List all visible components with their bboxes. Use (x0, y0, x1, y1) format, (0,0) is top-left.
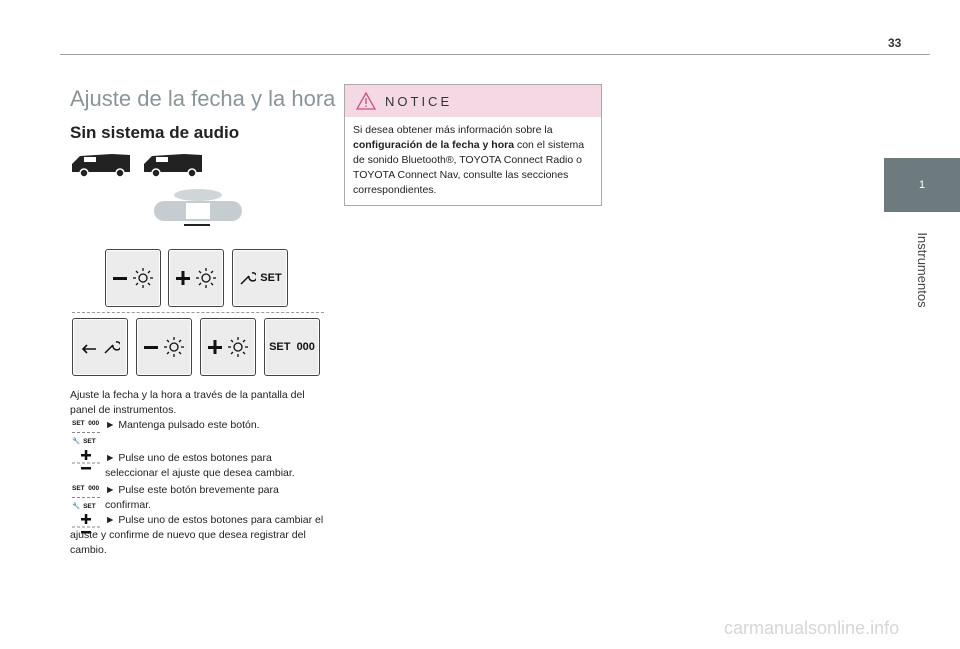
wrench-icon: 🔧 (72, 503, 81, 510)
section-title: Sin sistema de audio (70, 123, 240, 142)
minus-brightness-icon (142, 335, 186, 359)
set-000-label: SET 000 (269, 341, 315, 353)
page-title: Ajuste de la fecha y la hora (70, 86, 336, 111)
separator-dashed (72, 312, 324, 313)
back-arrow-icon (80, 339, 98, 355)
notice-title: NOTICE (385, 93, 453, 109)
chapter-label: Instrumentos (915, 232, 930, 308)
notice-header (345, 85, 601, 117)
step-2: ► Pulse uno de estos botones para seleccionar el ajuste que desea cambiar. (105, 452, 295, 479)
set-000-button[interactable] (264, 318, 320, 376)
watermark: carmanualsonline.info (724, 618, 900, 638)
brightness-minus-button-2[interactable] (136, 318, 192, 376)
van-icon (144, 154, 202, 177)
wrench-icon (102, 338, 120, 356)
brightness-plus-button[interactable] (168, 249, 224, 307)
minus-brightness-icon (111, 266, 155, 290)
brightness-plus-button-2[interactable] (200, 318, 256, 376)
plus-brightness-icon (206, 335, 250, 359)
top-rule (60, 54, 930, 55)
set-label: SET (260, 272, 282, 284)
wrench-set-button[interactable] (232, 249, 288, 307)
back-wrench-button[interactable] (72, 318, 128, 376)
notice-box (344, 84, 602, 206)
wrench-icon (238, 269, 256, 287)
wrench-icon: 🔧 (72, 438, 81, 445)
chapter-tab[interactable]: 1 (884, 158, 960, 212)
brightness-minus-button[interactable] (105, 249, 161, 307)
step-4: ► Pulse uno de estos botones para cambiar el ajuste y confirme de nuevo que desea registrar del cambio. (70, 514, 324, 556)
mini-wrench-set: 🔧 SET (72, 437, 96, 445)
step-1: ► Mantenga pulsado este botón. (105, 419, 260, 431)
warning-icon (355, 91, 377, 111)
mini-plus-minus-icon (72, 450, 100, 472)
notice-text: Si desea obtener más información sobre la configuración de la fecha y hora con el sistema de sonido Bluetooth®, TOYOTA Connect Radio o TOYOTA Connect Nav, consulte las secciones correspondientes. (353, 124, 585, 196)
van-icons (70, 152, 210, 182)
step-3: ► Pulse este botón brevemente para confirmar. (105, 484, 279, 511)
plus-brightness-icon (174, 266, 218, 290)
van-icon (72, 154, 130, 177)
mini-wrench-set-2: 🔧 SET (72, 502, 96, 510)
intro-text: Ajuste la fecha y la hora a través de la pantalla del panel de instrumentos. (70, 389, 305, 416)
mini-set-000: SET 000 (72, 420, 100, 427)
mini-set-000-2: SET 000 (72, 485, 100, 492)
page-number: 33 (888, 36, 902, 50)
instrument-cluster-icon (150, 185, 246, 229)
